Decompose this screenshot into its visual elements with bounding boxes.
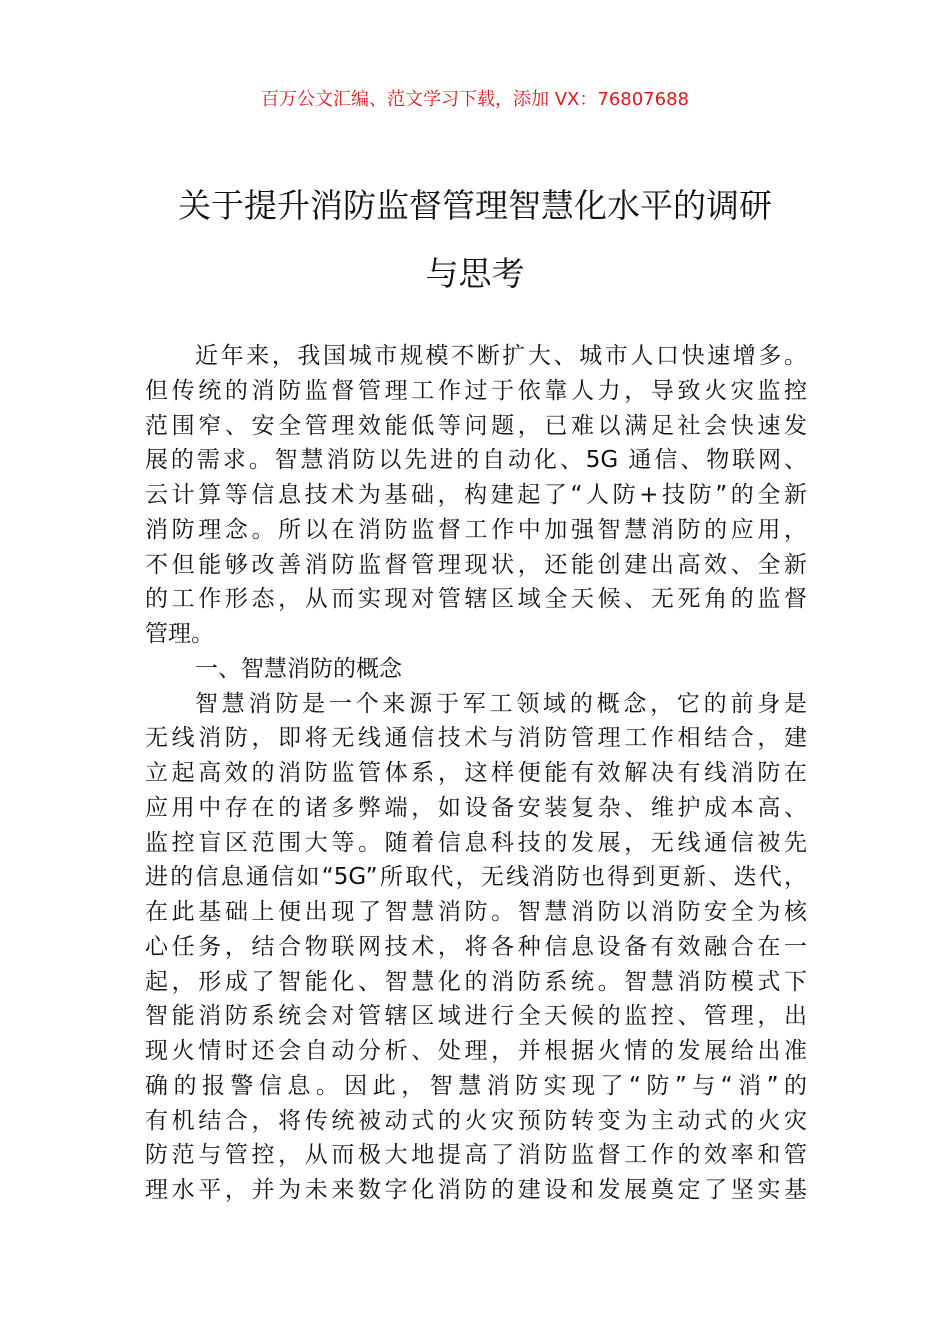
text-line: 现火情时还会自动分析、处理，并根据火情的发展给出准: [145, 1038, 807, 1064]
text-line: 监控盲区范围大等。随着信息科技的发展，无线通信被先: [145, 829, 807, 856]
watermark-header: 百万公文汇编、范文学习下载，添加 VX：76807688: [261, 89, 689, 110]
text-line: 无线消防，即将无线通信技术与消防管理工作相结合，建: [145, 725, 807, 752]
text-line: 立起高效的消防监管体系，这样便能有效解决有线消防在: [145, 760, 807, 786]
text-line: 应用中存在的诸多弊端，如设备安装复杂、维护成本高、: [145, 794, 807, 821]
text-line: 消防理念。所以在消防监督工作中加强智慧消防的应用，: [145, 516, 807, 543]
text-line: 理水平，并为未来数字化消防的建设和发展奠定了坚实基: [145, 1177, 807, 1203]
text-line: 的工作形态，从而实现对管辖区域全天候、无死角的监督: [145, 586, 807, 613]
text-line: 一、智慧消防的概念: [195, 655, 402, 682]
paragraph: [145, 687, 807, 1208]
text-line: 确的报警信息。因此，智慧消防实现了“防”与“消”的: [145, 1072, 807, 1099]
text-line: 防范与管控，从而极大地提高了消防监督工作的效率和管: [145, 1142, 807, 1169]
text-line: 心任务，结合物联网技术，将各种信息设备有效融合在一: [145, 933, 807, 960]
text-line: 展的需求。智慧消防以先进的自动化、5G 通信、物联网、: [145, 447, 807, 474]
text-line: 管理。: [145, 621, 214, 647]
text-line: 近年来，我国城市规模不断扩大、城市人口快速增多。: [195, 343, 807, 369]
section-heading: [145, 652, 807, 687]
text-line: 云计算等信息技术为基础，构建起了“人防+技防”的全新: [145, 482, 807, 508]
text-line: 有机结合，将传统被动式的火灾预防转变为主动式的火灾: [145, 1107, 807, 1134]
text-line: 但传统的消防监督管理工作过于依靠人力，导致火灾监控: [145, 377, 807, 404]
text-line: 智能消防系统会对管辖区域进行全天候的监控、管理，出: [145, 1003, 807, 1030]
text-line: 进的信息通信如“5G”所取代，无线消防也得到更新、迭代，: [145, 864, 807, 891]
document-body: [145, 339, 807, 1208]
text-line: 智慧消防是一个来源于军工领域的概念，它的前身是: [195, 690, 807, 717]
text-line: 范围窄、安全管理效能低等问题，已难以满足社会快速发: [145, 412, 807, 439]
paragraph: [145, 339, 807, 652]
document-title-line-1: 关于提升消防监督管理智慧化水平的调研: [178, 186, 772, 225]
document-title-line-2: 与思考: [425, 254, 525, 293]
text-line: 在此基础上便出现了智慧消防。智慧消防以消防安全为核: [145, 899, 807, 925]
text-line: 不但能够改善消防监督管理现状，还能创建出高效、全新: [145, 551, 807, 578]
text-line: 起，形成了智能化、智慧化的消防系统。智慧消防模式下: [145, 968, 807, 995]
